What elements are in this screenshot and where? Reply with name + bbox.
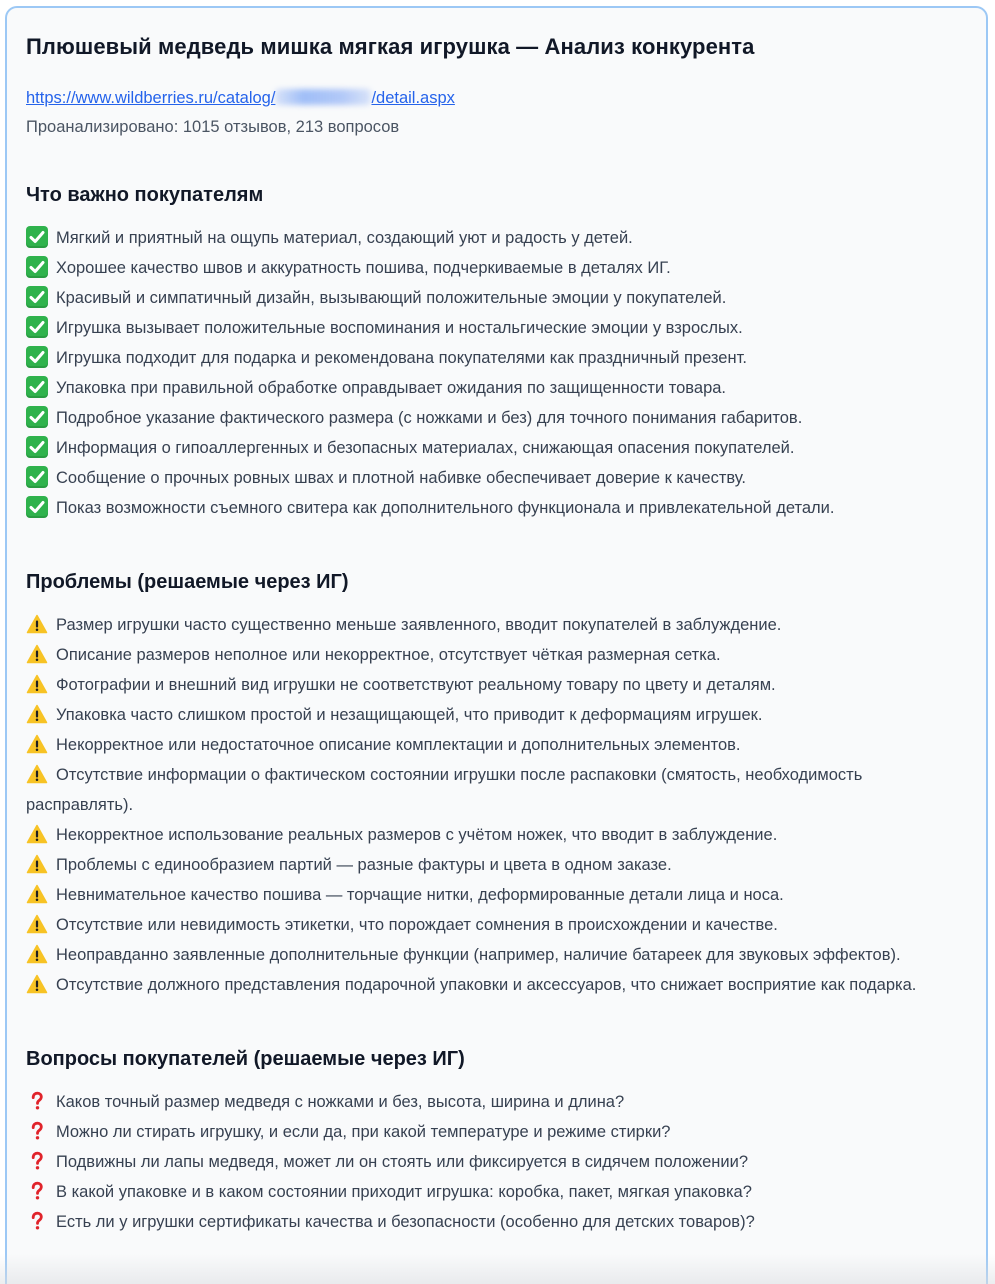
question-icon [26,1180,48,1202]
warning-icon [26,673,48,695]
item-text: Описание размеров неполное или некорректное, отсутствует чёткая размерная сетка. [56,646,721,664]
buyer-priority-item [26,283,967,313]
item-text: Мягкий и приятный на ощупь материал, создающий уют и радость у детей. [56,229,633,247]
item-text: Неоправданно заявленные дополнительные функции (например, наличие батареек для звуковых эффектов). [56,946,901,964]
buyer-question-item [26,1207,967,1237]
check-icon [26,466,48,488]
product-link-line [26,87,967,109]
item-text: Игрушка подходит для подарка и рекомендована покупателями как праздничный презент. [56,349,747,367]
item-text: Некорректное использование реальных размеров с учётом ножек, что вводит в заблуждение. [56,826,778,844]
problem-item [26,970,967,1000]
item-text: В какой упаковке и в каком состоянии приходит игрушка: коробка, пакет, мягкая упаковка? [56,1183,752,1201]
analysis-card [5,6,988,1284]
problem-item [26,730,967,760]
item-text: Отсутствие или невидимость этикетки, что порождает сомнения в происхождении и качестве. [56,916,778,934]
section-title-problems: Проблемы (решаемые через ИГ) [26,571,349,593]
redacted-product-id [275,89,371,105]
problems-list [26,610,967,1000]
warning-icon [26,613,48,635]
buyer-priority-item [26,343,967,373]
problem-item [26,880,967,910]
item-text: Есть ли у игрушки сертификаты качества и безопасности (особенно для детских товаров)? [56,1213,755,1231]
buyer-question-item [26,1147,967,1177]
item-text: Подробное указание фактического размера (с ножками и без) для точного понимания габаритов. [56,409,803,427]
warning-icon [26,883,48,905]
problem-item [26,820,967,850]
item-text: Игрушка вызывает положительные воспоминания и ностальгические эмоции у взрослых. [56,319,743,337]
item-text: Упаковка часто слишком простой и незащищающей, что приводит к деформациям игрушек. [56,706,763,724]
product-link-prefix: https://www.wildberries.ru/catalog/ [26,89,276,107]
section-title-buyer-questions: Вопросы покупателей (решаемые через ИГ) [26,1048,465,1070]
check-icon [26,286,48,308]
warning-icon [26,763,48,785]
item-text: Показ возможности съемного свитера как дополнительного функционала и привлекательной детали. [56,499,835,517]
item-text: Размер игрушки часто существенно меньше заявленного, вводит покупателей в заблуждение. [56,616,782,634]
item-text: Сообщение о прочных ровных швах и плотной набивке обеспечивает доверие к качеству. [56,469,746,487]
check-icon [26,436,48,458]
warning-icon [26,733,48,755]
analysis-summary: Проанализировано: 1015 отзывов, 213 вопросов [26,118,400,136]
buyer-priority-item [26,493,967,523]
problem-item [26,940,967,970]
warning-icon [26,853,48,875]
buyer-priority-item [26,253,967,283]
buyer-priority-item [26,433,967,463]
warning-icon [26,643,48,665]
item-text: Упаковка при правильной обработке оправдывает ожидания по защищенности товара. [56,379,727,397]
item-text: Отсутствие информации о фактическом состоянии игрушки после распаковки (смятость, необходимость расправлять). [26,766,863,814]
check-icon [26,346,48,368]
check-icon [26,376,48,398]
item-text: Информация о гипоаллергенных и безопасных материалах, снижающая опасения покупателей. [56,439,795,457]
item-text: Красивый и симпатичный дизайн, вызывающий положительные эмоции у покупателей. [56,289,727,307]
buyer-priority-item [26,403,967,433]
item-text: Каков точный размер медведя с ножками и без, высота, ширина и длина? [56,1093,625,1111]
buyer-priorities-list [26,223,967,523]
product-link-suffix: /detail.aspx [371,89,455,107]
problem-item [26,700,967,730]
warning-icon [26,913,48,935]
check-icon [26,226,48,248]
buyer-priority-item [26,223,967,253]
problem-item [26,850,967,880]
buyer-priority-item [26,463,967,493]
question-icon [26,1120,48,1142]
question-icon [26,1090,48,1112]
warning-icon [26,703,48,725]
item-text: Фотографии и внешний вид игрушки не соответствуют реальному товару по цвету и деталям. [56,676,776,694]
buyer-priority-item [26,373,967,403]
buyer-priority-item [26,313,967,343]
buyer-question-item [26,1087,967,1117]
check-icon [26,316,48,338]
problem-item [26,640,967,670]
problem-item [26,910,967,940]
question-icon [26,1150,48,1172]
warning-icon [26,973,48,995]
problem-item [26,670,967,700]
buyer-question-item [26,1117,967,1147]
item-text: Подвижны ли лапы медведя, может ли он стоять или фиксируется в сидячем положении? [56,1153,749,1171]
item-text: Невнимательное качество пошива — торчащие нитки, деформированные детали лица и носа. [56,886,784,904]
problem-item [26,760,967,820]
section-title-buyer-priorities: Что важно покупателям [26,184,264,206]
question-icon [26,1210,48,1232]
item-text: Некорректное или недостаточное описание комплектации и дополнительных элементов. [56,736,741,754]
check-icon [26,496,48,518]
item-text: Отсутствие должного представления подарочной упаковки и аксессуаров, что снижает восприятие как подарка. [56,976,917,994]
warning-icon [26,823,48,845]
check-icon [26,406,48,428]
item-text: Можно ли стирать игрушку, и если да, при какой температуре и режиме стирки? [56,1123,671,1141]
buyer-questions-list [26,1087,967,1237]
page-title: Плюшевый медведь мишка мягкая игрушка — Анализ конкурента [26,34,755,59]
product-link[interactable] [26,89,455,107]
check-icon [26,256,48,278]
item-text: Проблемы с единообразием партий — разные фактуры и цвета в одном заказе. [56,856,672,874]
buyer-question-item [26,1177,967,1207]
warning-icon [26,943,48,965]
item-text: Хорошее качество швов и аккуратность пошива, подчеркиваемые в деталях ИГ. [56,259,671,277]
problem-item [26,610,967,640]
